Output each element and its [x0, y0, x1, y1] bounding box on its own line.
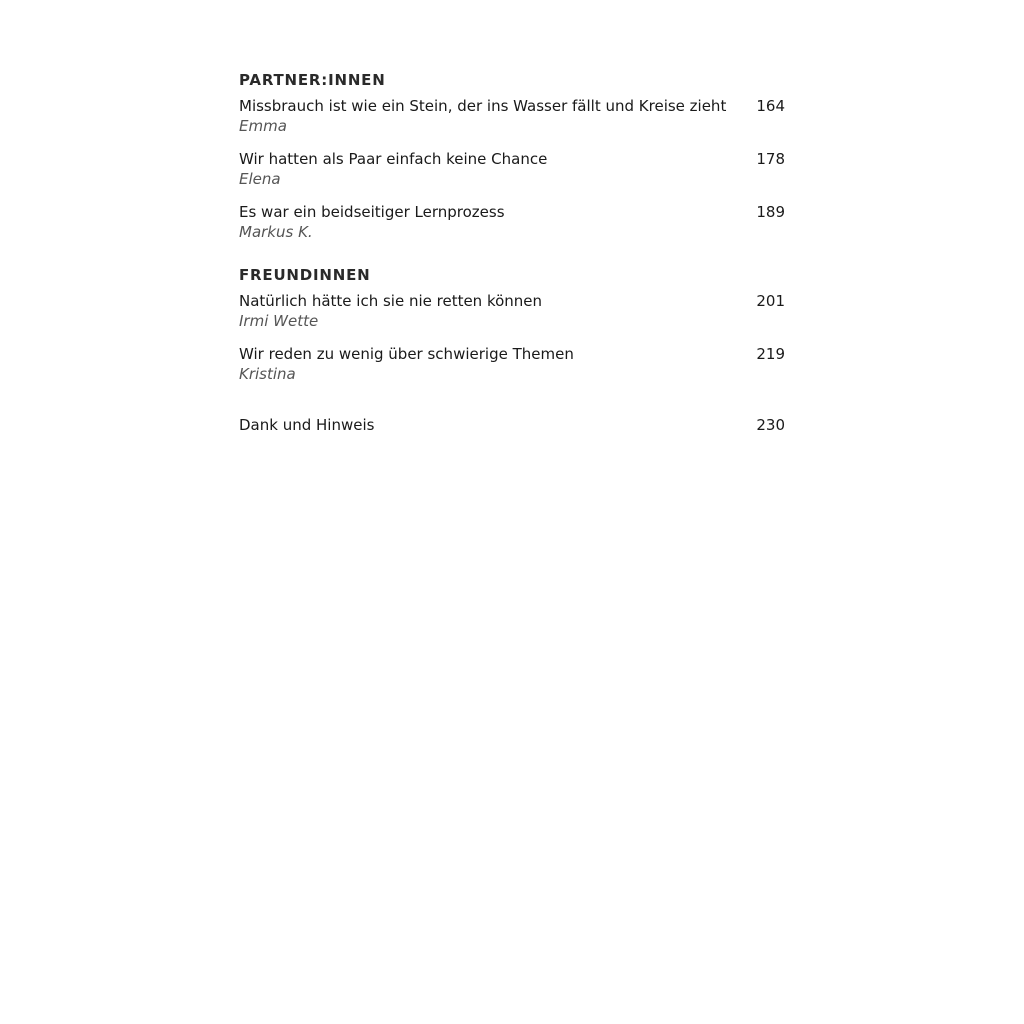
- entry-page-number: 189: [756, 203, 785, 221]
- section-heading: PARTNER:INNEN: [239, 71, 386, 89]
- entry-author: Kristina: [239, 365, 296, 383]
- entry-title: Natürlich hätte ich sie nie retten können: [239, 292, 543, 310]
- entry-page-number: 201: [756, 292, 785, 310]
- toc-entry[interactable]: [239, 344, 787, 385]
- entry-page-number: 164: [756, 97, 785, 115]
- entry-page-number: 219: [756, 345, 785, 363]
- entry-author: Elena: [239, 170, 281, 188]
- entry-title: Wir hatten als Paar einfach keine Chance: [239, 150, 548, 168]
- toc-entry[interactable]: [239, 149, 787, 190]
- toc-entry[interactable]: [239, 96, 787, 137]
- toc-entry-dank-und-hinweis[interactable]: [239, 415, 787, 435]
- entry-title: Wir reden zu wenig über schwierige Themen: [239, 345, 574, 363]
- section-heading: FREUNDINNEN: [239, 266, 371, 284]
- table-of-contents: [239, 68, 787, 447]
- toc-section-freundinnen: [239, 263, 787, 385]
- entry-title: Dank und Hinweis: [239, 416, 375, 434]
- toc-entry[interactable]: [239, 291, 787, 332]
- toc-entry[interactable]: [239, 202, 787, 243]
- entry-author: Markus K.: [239, 223, 313, 241]
- entry-title: Es war ein beidseitiger Lernprozess: [239, 203, 505, 221]
- entry-page-number: 178: [756, 150, 785, 168]
- entry-page-number: 230: [756, 416, 785, 434]
- entry-author: Irmi Wette: [239, 312, 319, 330]
- entry-author: Emma: [239, 117, 287, 135]
- entry-title: Missbrauch ist wie ein Stein, der ins Wasser fällt und Kreise zieht: [239, 97, 727, 115]
- toc-section-partnerinnen: [239, 68, 787, 243]
